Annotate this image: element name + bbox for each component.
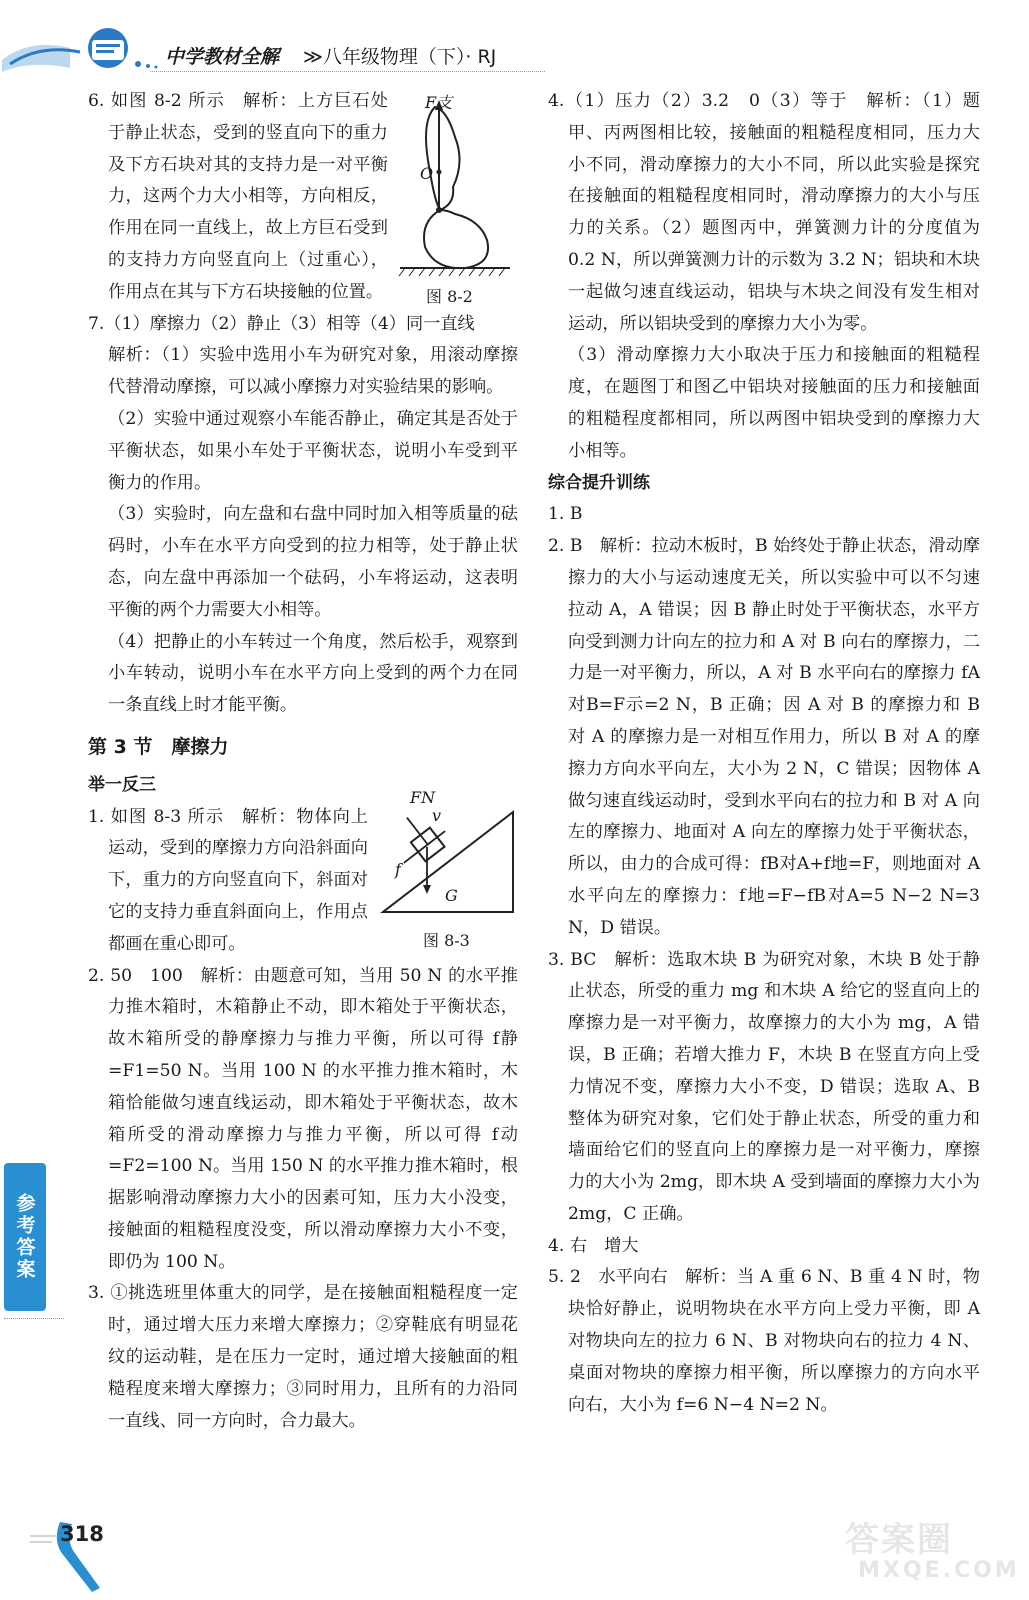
header-logo	[0, 20, 165, 78]
answer-4-part2: （3）滑动摩擦力大小取决于压力和接触面的粗糙程度，在题图丁和图乙中铝块对接触面的压力和接触面的粗糙程度都相同，所以两图中铝块受到的摩擦力大小相等。	[568, 345, 980, 461]
answer-5-training: 5. 2 水平向右 解析：当 A 重 6 N、B 重 4 N 时，物块恰好静止，说明物块在水平方向上受力平衡，即 A 对物块向左的拉力 6 N、B 对物块向右的拉力 4 N、桌面对物块的摩擦力相平衡，所以摩擦力的方向水平向右，大小为 f=6 N−4 N=2 N。	[548, 1267, 980, 1415]
subsection-title-left: 举一反三	[88, 774, 156, 795]
figure-8-3-normal-label: FN	[410, 788, 436, 807]
figure-8-3-gravity-label: G	[445, 886, 458, 905]
figure-8-3-caption: 图 8-3	[423, 931, 470, 950]
answer-2-friction: 2. 50 100 解析：由题意可知，当用 50 N 的水平推力推木箱时，木箱静止不动，即木箱处于平衡状态，故木箱所受的静摩擦力与推力平衡，所以可得 f静=F1=50 N。当用 100 N 的水平推力推木箱时，木箱恰能做匀速直线运动，即木箱处于平衡状态，故木箱所受的滑动摩擦力与推力平衡，所以可得 f动=F2=100 N。当用 150 N 的水平推力推木箱时，根据影响滑动摩擦力大小的因素可知，压力大小没变，接触面的粗糙程度没变，所以滑动摩擦力大小不变，即仍为 100 N。	[88, 965, 518, 1272]
answer-6: 6. 如图 8-2 所示 解析：上方巨石处于静止状态，受到的竖直向下的重力及下方石块对其的支持力是一对平衡力，这两个力大小相等，方向相反，作用在同一直线上，故上方巨石受到的支持力方向竖直向上（过重心），作用点在其与下方石块接触的位置。	[88, 91, 388, 302]
side-tab-answers: 参考答案	[4, 1163, 46, 1311]
figure-8-2-force-label: F支	[425, 93, 453, 112]
page-number: 318	[60, 1522, 104, 1546]
subsection-title-right: 综合提升训练	[548, 472, 650, 493]
figure-8-2-center-label: O	[420, 164, 434, 183]
header-subtitle: ≫八年级物理（下）· RJ	[303, 46, 497, 68]
answer-7-header: 7.（1）摩擦力（2）静止（3）相等（4）同一直线	[88, 313, 475, 334]
answer-4-training: 4. 右 增大	[548, 1235, 639, 1256]
answer-7-part3: （3）实验时，向左盘和右盘中同时加入相等质量的砝码时，小车在水平方向受到的拉力相等，处于静止状态，向左盘中再添加一个砝码，小车将运动，这表明平衡的两个力需要大小相等。	[108, 504, 518, 620]
figure-8-2	[395, 92, 520, 282]
answer-1-training: 1. B	[548, 504, 583, 525]
side-tab-rule	[4, 1318, 64, 1319]
watermark-url: MXQE.COM	[858, 1558, 1020, 1583]
answer-7-part4: （4）把静止的小车转过一个角度，然后松手，观察到小车转动，说明小车在水平方向上受到的两个力在同一条直线上时才能平衡。	[108, 631, 518, 716]
watermark-logo: 答案圈	[845, 1520, 953, 1560]
answer-7-part2: （2）实验中通过观察小车能否静止，确定其是否处于平衡状态，如果小车处于平衡状态，说明小车受到平衡力的作用。	[108, 408, 518, 493]
header-rule	[150, 71, 545, 72]
figure-8-3-friction-label: f	[395, 860, 401, 879]
figure-8-2-caption: 图 8-2	[426, 287, 473, 306]
section-title: 第 3 节 摩擦力	[88, 735, 229, 758]
right-column	[548, 86, 980, 1421]
answer-4-part1: 4.（1）压力（2）3.2 0（3）等于 解析：（1）题甲、丙两图相比较，接触面的粗糙程度相同，压力大小不同，滑动摩擦力的大小不同，所以此实验是探究在接触面的粗糙程度相同时，滑动摩擦力的大小与压力的关系。（2）题图丙中，弹簧测力计的分度值为 0.2 N，所以弹簧测力计的示数为 3.2 N；铝块和木块一起做匀速直线运动，铝块与木块之间没有发生相对运动，所以铝块受到的摩擦力大小为零。	[548, 91, 980, 334]
header-title: 中学教材全解	[165, 46, 280, 68]
answer-3-friction: 3. ①挑选班里体重大的同学，是在接触面粗糙程度一定时，通过增大压力来增大摩擦力；②穿鞋底有明显花纹的运动鞋，是在压力一定时，通过增大接触面的粗糙程度来增大摩擦力；③同时用力，且所有的力沿同一直线、同一方向时，合力最大。	[88, 1283, 518, 1431]
answer-3-training: 3. BC 解析：选取木块 B 为研究对象，木块 B 处于静止状态，所受的重力 mg 和木块 A 给它的竖直向上的摩擦力是一对平衡力，故摩擦力的大小为 mg，A 错误，B 正确；若增大推力 F，木块 B 在竖直方向上受力情况不变，摩擦力大小不变，D 错误；选取 A、B 整体为研究对象，它们处于静止状态，所受的重力和墙面给它们的竖直向上的摩擦力是一对平衡力，摩擦力的大小为 2mg，即木块 A 受到墙面的摩擦力大小为 2mg，C 正确。	[548, 949, 980, 1224]
figure-8-3-velocity-label: v	[432, 806, 442, 825]
answer-7-part1: 解析：（1）实验中选用小车为研究对象，用滚动摩擦代替滑动摩擦，可以减小摩擦力对实验结果的影响。	[108, 345, 518, 398]
answer-2-training: 2. B 解析：拉动木板时，B 始终处于静止状态，滑动摩擦力的大小与运动速度无关，所以实验中可以不匀速拉动 A，A 错误；因 B 静止时处于平衡状态，水平方向受到测力计向左的拉力和 A 对 B 向右的摩擦力，二力是一对平衡力，所以，A 对 B 水平向右的摩擦力 fA对B=F示=2 N，B 正确；因 A 对 B 的摩擦力和 B 对 A 的摩擦力是一对相互作用力，所以 B 对 A 的摩擦力方向水平向左，大小为 2 N，C 错误；因物体 A 做匀速直线运动时，受到水平向右的拉力和 B 对 A 向左的摩擦力、地面对 A 向左的摩擦力处于平衡状态，所以，由力的合成可得：fB对A+f地=F，则地面对 A 水平向左的摩擦力：f地=F−fB对A=5 N−2 N=3 N，D 错误。	[548, 536, 980, 938]
answer-1-friction: 1. 如图 8-3 所示 解析：物体向上运动，受到的摩擦力方向沿斜面向下，重力的方向竖直向下，斜面对它的支持力垂直斜面向上，作用点都画在重心即可。	[88, 806, 368, 954]
